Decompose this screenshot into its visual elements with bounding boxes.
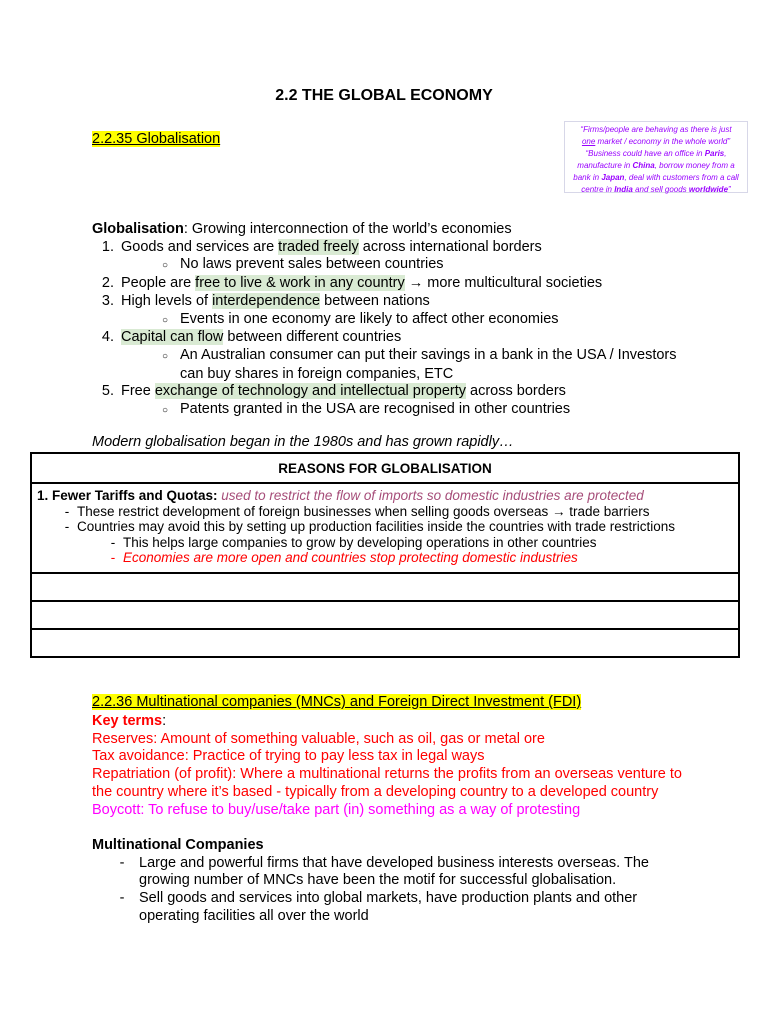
page-title: 2.2 THE GLOBAL ECONOMY xyxy=(275,87,493,104)
section-heading-mnc: 2.2.36 Multinational companies (MNCs) and Foreign Direct Investment (FDI) xyxy=(92,694,582,710)
sub-list-item: ○ No laws prevent sales between countries xyxy=(162,256,444,273)
key-terms: Key terms: Reserves: Amount of something valuable, such as oil, gas or metal ore Tax avoidance: Practice of trying to pay less tax in legal ways Repatriation (of profit): Where a multinational returns the profits from an overseas venture to the country where it’s based - typically from a developing country to a developed country Boycott: To refuse to buy/use/take part (in) something as a way of protesting xyxy=(92,713,682,818)
list-item: 4. Capital can flow between different countries xyxy=(101,329,402,346)
quote-box: “Firms/people are behaving as there is just one market / economy in the whole world” “Business could have an office in Paris, manufacture in China, borrow money from a bank in Japan, deal with customers from a call centre in India and sell goods worldwide” xyxy=(564,121,748,193)
section-heading-globalisation: 2.2.35 Globalisation xyxy=(92,131,221,147)
sub-list-item: ○ Events in one economy are likely to affect other economies xyxy=(162,310,559,327)
modern-globalisation-note: Modern globalisation began in the 1980s and has grown rapidly… xyxy=(92,434,514,450)
sub-list-item: ○ An Australian consumer can put their savings in a bank in the USA / Investors xyxy=(162,346,677,363)
list-item: 2. People are free to live & work in any country → more multicultural societies xyxy=(101,275,603,292)
mnc-section: Multinational Companies - Large and powerful firms that have developed business interests overseas. The growing number of MNCs have been the motif for successful globalisation. - Sell goods and services into global markets, have production plants and other operating facilities all over the world xyxy=(92,837,649,924)
reasons-row-tariffs: 1. Fewer Tariffs and Quotas: used to restrict the flow of imports so domestic industries are protected - These restrict development of foreign businesses when selling goods overseas → trade barriers - Countries may avoid this by setting up production facilities inside the countries with trade restrictions - This helps large companies to grow by developing operations in other countries - Economies are more open and countries stop protecting domestic industries xyxy=(31,483,739,573)
sub-list-item: ○ Patents granted in the USA are recognised in other countries xyxy=(162,401,571,418)
globalisation-definition: Globalisation: Growing interconnection of the world’s economies 1. Goods and services are traded freely across international borders ○ No laws prevent sales between countries 2. People are free to live & work in any country → more multicultural societies 3. High levels of interdependence between nations ○ Events in one economy are likely to affect other economies 4. Capital can flow between different countries ○ An Australian consumer can put their savings in a bank in the USA / Investors can buy shares in foreign companies, ETC 5. Free exchange of technology and intellectual property across borders ○ Patents granted in the USA are recognised in other countries xyxy=(92,221,677,420)
reasons-row-empty xyxy=(31,629,739,657)
list-item: 1. Goods and services are traded freely across international borders xyxy=(101,238,542,255)
reasons-row-empty xyxy=(31,601,739,629)
reasons-table xyxy=(30,452,740,658)
sub-list-item-continued: can buy shares in foreign companies, ETC xyxy=(180,365,454,382)
list-item: 3. High levels of interdependence between nations xyxy=(101,292,430,309)
reasons-row-empty xyxy=(31,573,739,601)
reasons-table-header: REASONS FOR GLOBALISATION xyxy=(31,453,739,483)
list-item: 5. Free exchange of technology and intellectual property across borders xyxy=(101,383,566,400)
